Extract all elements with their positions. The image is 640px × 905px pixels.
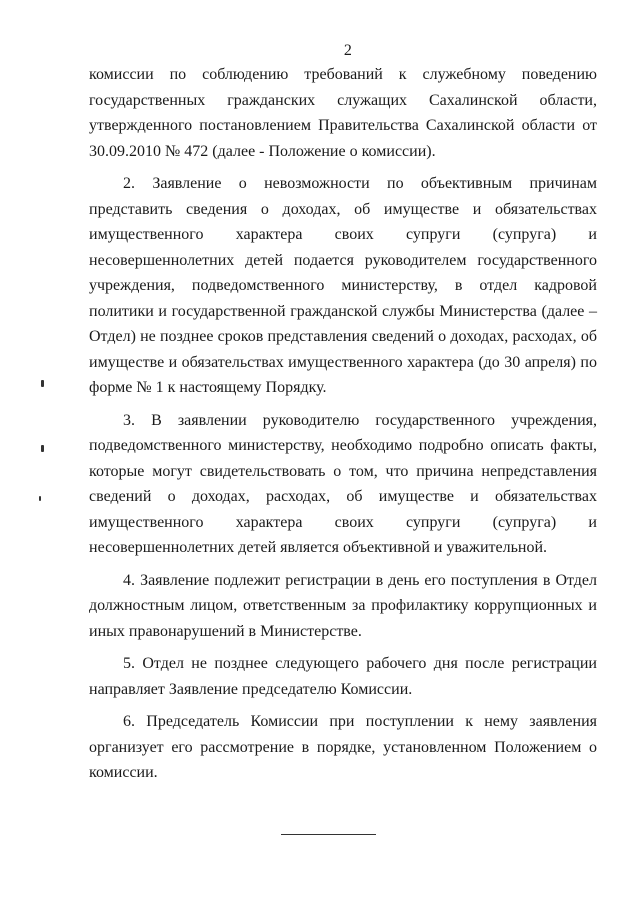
paragraph-5: 5. Отдел не позднее следующего рабочего дня после регистрации направляет Заявление председателю Комиссии.	[89, 655, 597, 698]
page-number: 2	[343, 42, 353, 59]
paragraph-continuation: комиссии по соблюдению требований к служебному поведению государственных гражданских служащих Сахалинской области, утвержденного постановлением Правительства Сахалинской области от 30.09.2010 № 472 (далее - Положение о комиссии).	[89, 66, 597, 160]
scan-mark	[41, 445, 44, 452]
document-body	[89, 62, 597, 786]
paragraph-2: 2. Заявление о невозможности по объективным причинам представить сведения о доходах, об имуществе и обязательствах имущественного характера своих супруги (супруга) и несовершеннолетних детей подается руководителем государственного учреждения, подведомственного министерству, в отдел кадровой политики и государственной гражданской службы Министерства (далее – Отдел) не позднее сроков представления сведений о доходах, расходах, об имуществе и обязательствах имущественного характера (до 30 апреля) по форме № 1 к настоящему Порядку.	[89, 175, 597, 396]
paragraph-6: 6. Председатель Комиссии при поступлении к нему заявления организует его рассмотрение в порядке, установленном Положением о комиссии.	[89, 713, 597, 781]
paragraph-4: 4. Заявление подлежит регистрации в день его поступления в Отдел должностным лицом, ответственным за профилактику коррупционных и иных правонарушений в Министерстве.	[89, 571, 597, 640]
end-divider-line	[281, 834, 376, 835]
scan-mark	[39, 496, 41, 501]
paragraph-3: 3. В заявлении руководителю государственного учреждения, подведомственного министерству, необходимо подробно описать факты, которые могут свидетельствовать о том, что причина непредставления сведений о доходах, расходах, об имуществе и обязательствах имущественного характера своих супруги (супруга) и несовершеннолетних детей является объективной и уважительной.	[89, 411, 597, 556]
scan-mark	[41, 380, 44, 387]
